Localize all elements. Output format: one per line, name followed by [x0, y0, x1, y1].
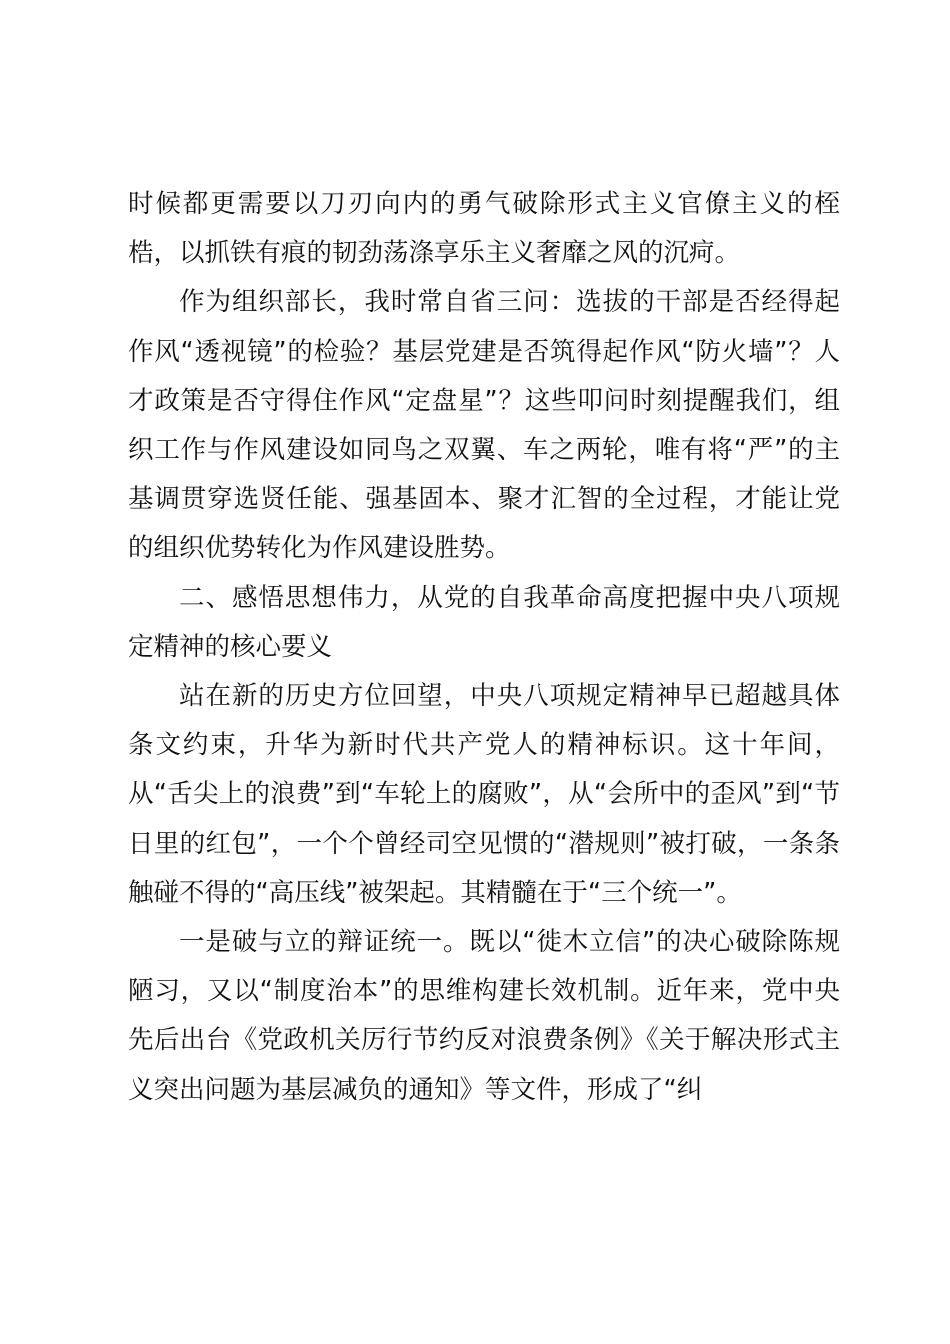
- document-body: [128, 180, 840, 1115]
- paragraph-break-and-build: 一是破与立的辩证统一。既以“徙木立信”的决心破除陈规陋习，又以“制度治本”的思维构建长效机制。近年来，党中央先后出台《党政机关厉行节约反对浪费条例》《关于解决形式主义突出问题为基层减负的通知》等文件，形成了“纠: [128, 927, 840, 1105]
- paragraph-historical-view: 站在新的历史方位回望，中央八项规定精神早已超越具体条文约束，升华为新时代共产党人的精神标识。这十年间，从“舌尖上的浪费”到“车轮上的腐败”，从“会所中的歪风”到“节日里的红包”，一个个曾经司空见惯的“潜规则”被打破，一条条触碰不得的“高压线”被架起。其精髓在于“三个统一”。: [128, 681, 840, 908]
- paragraph-self-reflection: 作为组织部长，我时常自省三问：选拔的干部是否经得起作风“透视镜”的检验？基层党建是否筑得起作风“防火墙”？人才政策是否守得住作风“定盘星”？这些叩问时刻提醒我们，组织工作与作风建设如同鸟之双翼、车之两轮，唯有将“严”的主基调贯穿选贤任能、强基固本、聚才汇智的全过程，才能让党的组织优势转化为作风建设胜势。: [128, 287, 840, 564]
- section-heading: 二、感悟思想伟力，从党的自我革命高度把握中央八项规定精神的核心要义: [128, 582, 840, 662]
- paragraph-continuation: 时候都更需要以刀刃向内的勇气破除形式主义官僚主义的桎梏，以抓铁有痕的韧劲荡涤享乐主义奢靡之风的沉疴。: [128, 189, 840, 269]
